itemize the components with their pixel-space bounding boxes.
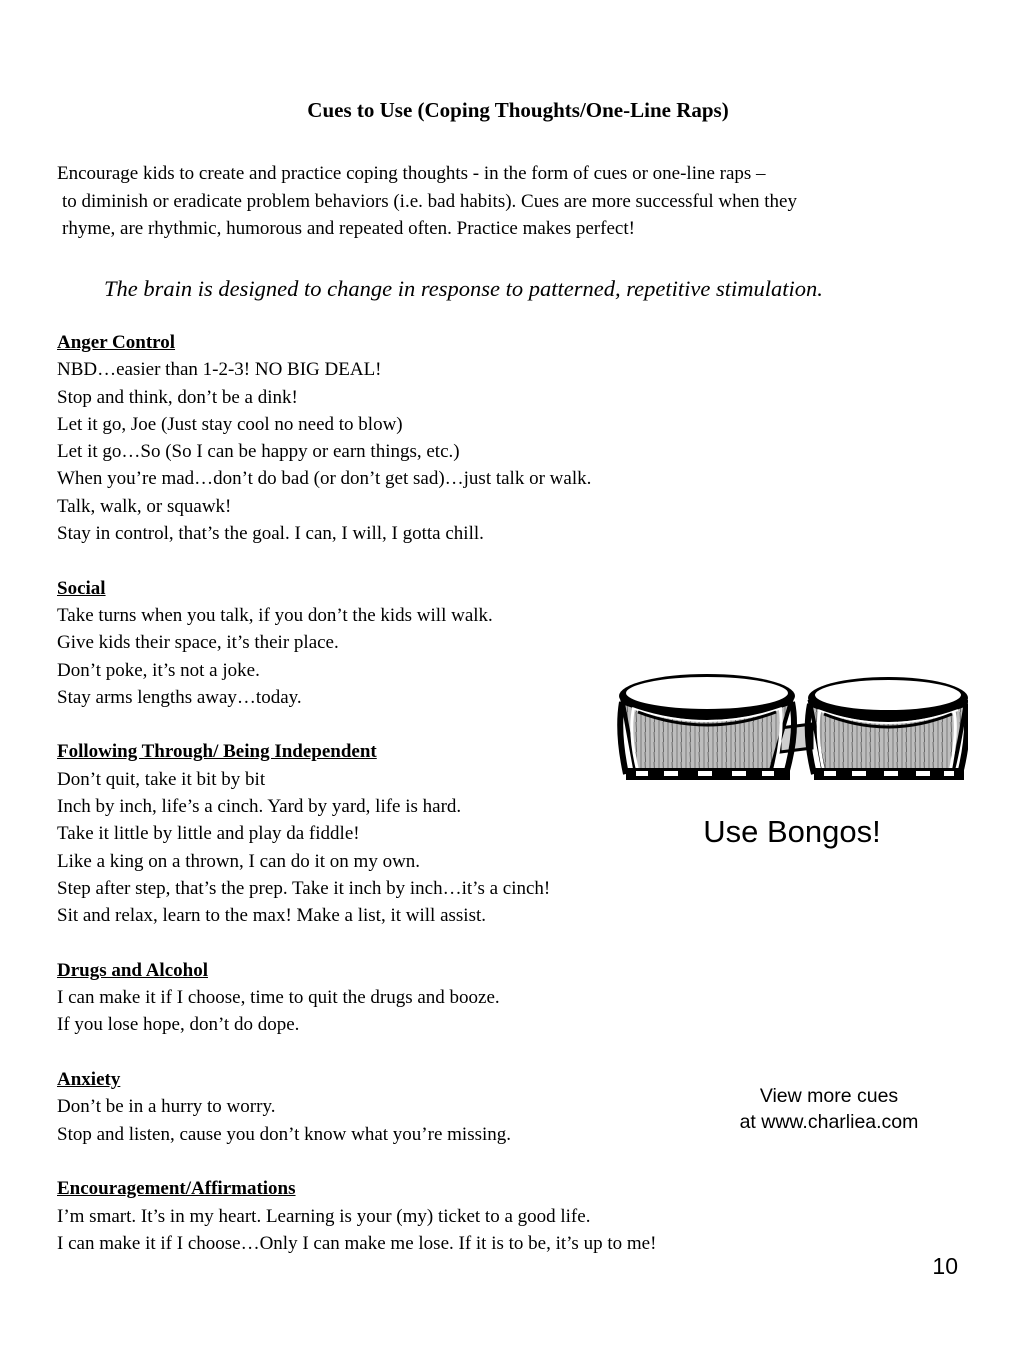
brain-quote: The brain is designed to change in response to patterned, repetitive stimulation. — [104, 276, 823, 301]
cue-line: I’m smart. It’s in my heart. Learning is your (my) ticket to a good life. — [57, 1205, 591, 1227]
more-cues-note — [704, 1083, 954, 1135]
cue-line: Stop and listen, cause you don’t know what you’re missing. — [57, 1123, 512, 1145]
bongo-caption: Use Bongos! — [703, 814, 881, 849]
more-cues-link: at www.charliea.com — [739, 1111, 919, 1133]
intro-line: to diminish or eradicate problem behaviors (i.e. bad habits). Cues are more successful when they — [62, 190, 797, 212]
section-heading: Encouragement/Affirmations — [57, 1178, 296, 1200]
cue-line: Don’t poke, it’s not a joke. — [57, 659, 260, 681]
cue-line: Take turns when you talk, if you don’t the kids will walk. — [57, 604, 493, 626]
cue-line: I can make it if I choose, time to quit the drugs and booze. — [57, 987, 500, 1009]
cue-line: NBD…easier than 1-2-3! NO BIG DEAL! — [57, 359, 382, 381]
cue-line: Stop and think, don’t be a dink! — [57, 386, 298, 408]
section-heading: Anger Control — [57, 332, 176, 353]
cue-line: Take it little by little and play da fiddle! — [57, 823, 360, 845]
cue-line: Stay in control, that’s the goal. I can, I will, I gotta chill. — [57, 523, 484, 545]
section-anxiety — [57, 1066, 797, 1148]
cue-line: I can make it if I choose…Only I can make me lose. If it is to be, it’s up to me! — [57, 1232, 657, 1254]
cue-line: Stay arms lengths away…today. — [57, 686, 302, 708]
cue-line: Step after step, that’s the prep. Take it inch by inch…it’s a cinch! — [57, 877, 551, 899]
cue-line: Inch by inch, life’s a cinch. Yard by yard, life is hard. — [57, 796, 462, 818]
cue-line: Let it go, Joe (Just stay cool no need to blow) — [57, 413, 403, 435]
cue-line: Like a king on a thrown, I can do it on my own. — [57, 850, 421, 872]
cue-line: Let it go…So (So I can be happy or earn things, etc.) — [57, 441, 460, 463]
intro-line: Encourage kids to create and practice coping thoughts - in the form of cues or one-line raps – — [57, 163, 766, 184]
section-heading: Drugs and Alcohol — [57, 959, 208, 981]
section-anger-control — [57, 329, 797, 547]
section-encouragement — [57, 1175, 797, 1257]
section-heading: Anxiety — [57, 1069, 121, 1091]
cue-line: Sit and relax, learn to the max! Make a list, it will assist. — [57, 905, 486, 927]
cue-line: When you’re mad…don’t do bad (or don’t get sad)…just talk or walk. — [57, 468, 592, 490]
page-number: 10 — [932, 1253, 958, 1279]
section-heading: Following Through/ Being Independent — [57, 741, 377, 763]
cue-line: If you lose hope, don’t do dope. — [57, 1014, 300, 1036]
page-title: Cues to Use (Coping Thoughts/One-Line Raps) — [307, 98, 729, 122]
bongo-drums-icon — [612, 672, 968, 788]
cue-line: Don’t quit, take it bit by bit — [57, 768, 266, 790]
cue-line: Don’t be in a hurry to worry. — [57, 1096, 276, 1118]
cue-sections — [57, 329, 797, 1284]
cue-line: Talk, walk, or squawk! — [57, 495, 232, 517]
section-heading: Social — [57, 577, 106, 599]
intro-paragraph — [57, 160, 977, 243]
cue-line: Give kids their space, it’s their place. — [57, 632, 339, 654]
intro-line: rhyme, are rhythmic, humorous and repeated often. Practice makes perfect! — [62, 218, 635, 239]
more-cues-line: View more cues — [759, 1085, 899, 1107]
section-drugs-alcohol — [57, 957, 797, 1039]
